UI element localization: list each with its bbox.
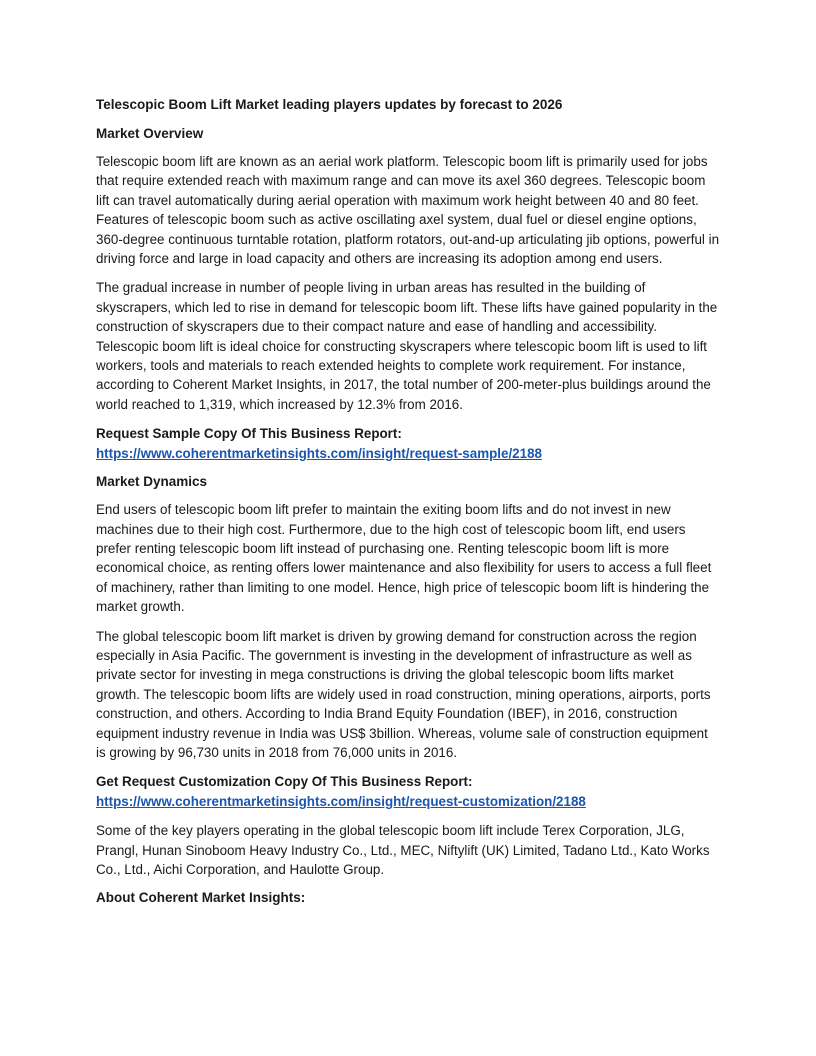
- request-customization-block: [96, 772, 720, 811]
- request-customization-label: Get Request Customization Copy Of This Business Report:: [96, 774, 473, 790]
- key-players-paragraph: Some of the key players operating in the global telescopic boom lift include Terex Corporation, JLG, Prangl, Hunan Sinoboom Heavy Industry Co., Ltd., MEC, Niftylift (UK) Limited, Tadano Ltd., Kato Works Co., Ltd., Aichi Corporation, and Haulotte Group.: [96, 823, 710, 877]
- document-page: [96, 96, 720, 916]
- document-title: Telescopic Boom Lift Market leading players updates by forecast to 2026: [96, 97, 563, 112]
- market-dynamics-paragraph-2: The global telescopic boom lift market is driven by growing demand for construction across the region especially in Asia Pacific. The government is investing in the development of infrastructure as well as private sector for investing in mega constructions is driving the global telescopic boom lifts market growth. The telescopic boom lifts are widely used in road construction, mining operations, airports, ports construction, and others. According to India Brand Equity Foundation (IBEF), in 2016, construction equipment industry revenue in India was US$ 3billion. Whereas, volume sale of construction equipment is growing by 96,730 units in 2018 from 76,000 units in 2016.: [96, 628, 711, 760]
- about-heading: About Coherent Market Insights:: [96, 890, 306, 906]
- market-dynamics-heading: Market Dynamics: [96, 474, 208, 490]
- market-dynamics-paragraph-1: End users of telescopic boom lift prefer to maintain the exiting boom lifts and do not invest in new machines due to their high cost. Furthermore, due to the high cost of telescopic boom lift, end users prefer renting telescopic boom lift instead of purchasing one. Renting telescopic boom lift is more economical choice, as renting offers lower maintenance and also flexibility for users to access a full fleet of machinery, rather than limiting to one model. Hence, high price of telescopic boom lift is hindering the market growth.: [96, 502, 712, 615]
- market-overview-paragraph-2: The gradual increase in number of people living in urban areas has resulted in the building of skyscrapers, which led to rise in demand for telescopic boom lift. These lifts have gained popularity in the construction of skyscrapers due to their compact nature and ease of handling and accessibility. Telescopic boom lift is ideal choice for constructing skyscrapers where telescopic boom lift is used to lift workers, tools and materials to reach extended heights to complete work requirement. For instance, according to Coherent Market Insights, in 2017, the total number of 200-meter-plus buildings around the world reached to 1,319, which increased by 12.3% from 2016.: [96, 280, 718, 412]
- request-customization-link[interactable]: https://www.coherentmarketinsights.com/insight/request-customization/2188: [96, 793, 586, 809]
- market-overview-paragraph-1: Telescopic boom lift are known as an aerial work platform. Telescopic boom lift is primarily used for jobs that require extended reach with maximum range and can move its axel 360 degrees. Telescopic boom lift can travel automatically during aerial operation with maximum work height between 40 and 80 feet. Features of telescopic boom such as active oscillating axel system, dual fuel or diesel engine options, 360-degree continuous turntable rotation, platform rotators, out-and-up articulating jib options, powerful in driving force and large in load capacity and others are increasing its adoption among end users.: [96, 154, 720, 267]
- market-overview-heading: Market Overview: [96, 126, 204, 141]
- request-sample-label: Request Sample Copy Of This Business Report:: [96, 426, 402, 442]
- request-sample-block: [96, 424, 720, 463]
- request-sample-link[interactable]: https://www.coherentmarketinsights.com/insight/request-sample/2188: [96, 445, 542, 461]
